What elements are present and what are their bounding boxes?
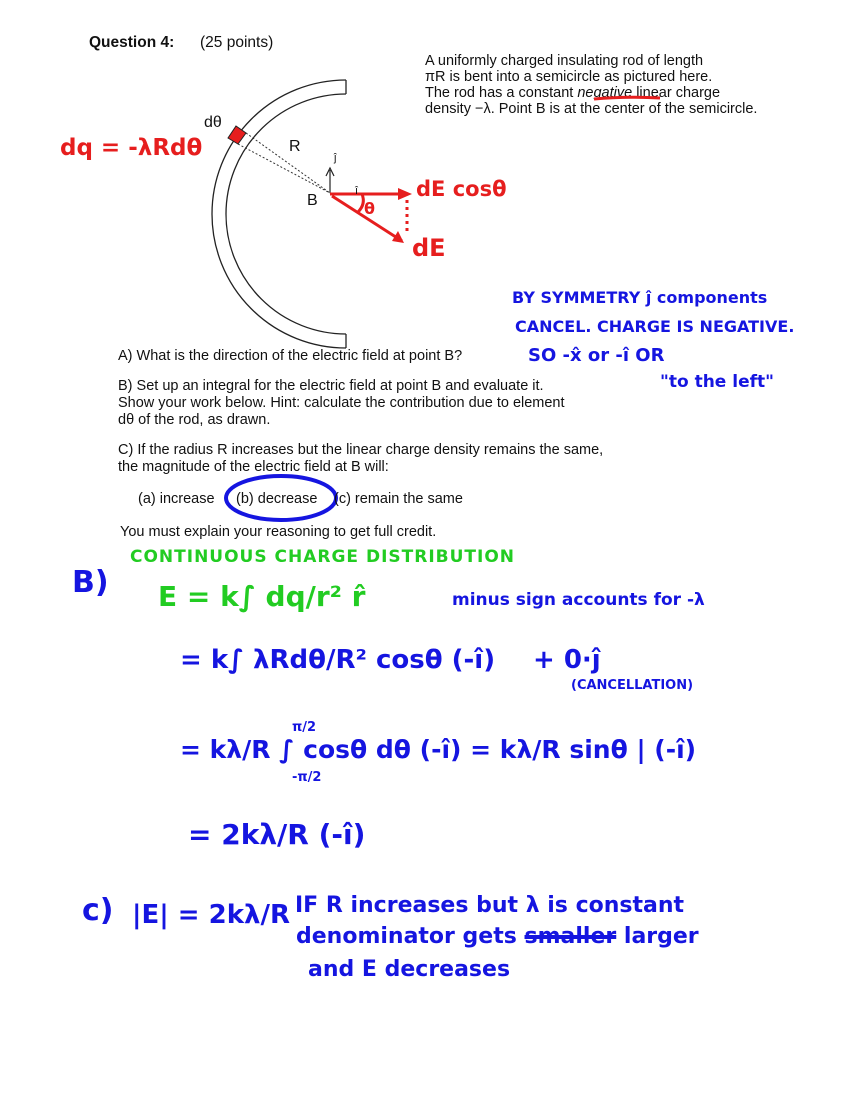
integral-upper-limit: π/2 <box>292 720 317 735</box>
option-a: (a) increase <box>138 491 215 507</box>
problem-line-2: πR is bent into a semicircle as pictured here. <box>425 69 713 85</box>
option-b: (b) decrease <box>236 491 318 507</box>
struck-word: smaller <box>524 924 617 949</box>
zero-j-term: + 0·ĵ <box>533 645 601 675</box>
e-integral: E = k∫ dq/r² r̂ <box>158 580 366 613</box>
dq-annotation: dq = -λRdθ <box>60 135 203 161</box>
symmetry-note-3: SO -x̂ or -î OR <box>528 345 665 366</box>
reason-line-2: denominator gets smaller larger <box>296 924 699 949</box>
part-a-question: A) What is the direction of the electric field at point B? <box>118 348 463 364</box>
negative-word: negative <box>577 85 633 101</box>
question-points: (25 points) <box>200 34 274 51</box>
minus-sign-note: minus sign accounts for -λ <box>452 590 705 610</box>
rod-inner-arc <box>226 94 346 334</box>
problem-line-4: density −λ. Point B is at the center of the semicircle. <box>425 101 758 117</box>
part-b-line-3: dθ of the rod, as drawn. <box>118 412 271 428</box>
cancellation-note: (CANCELLATION) <box>571 678 694 693</box>
continuous-note: CONTINUOUS CHARGE DISTRIBUTION <box>130 547 516 567</box>
part-c-label: c) <box>82 893 114 928</box>
symmetry-note-1: BY SYMMETRY ĵ components <box>512 288 768 307</box>
part-c-line-1: C) If the radius R increases but the linear charge density remains the same, <box>118 442 604 458</box>
problem-line-3: The rod has a constant negative linear charge <box>425 85 721 101</box>
i-hat-label: î <box>355 185 359 197</box>
integral-line-3: = kλ/R ∫ cosθ dθ (-î) = kλ/R sinθ | (-î) <box>180 735 697 764</box>
symmetry-note-4: "to the left" <box>660 372 774 392</box>
decos-annotation: dE cosθ <box>416 177 507 201</box>
negative-underline <box>594 97 660 99</box>
question-title: Question 4: <box>89 34 175 51</box>
part-b-line-2: Show your work below. Hint: calculate the contribution due to element <box>118 395 565 411</box>
integral-lower-limit: -π/2 <box>292 770 322 785</box>
reason-line-3: and E decreases <box>308 957 511 982</box>
point-b-label: B <box>307 192 318 209</box>
rod-outer-arc <box>212 80 346 348</box>
theta-annotation: θ <box>364 199 375 218</box>
j-hat-label: ĵ <box>334 152 337 164</box>
problem-line-1: A uniformly charged insulating rod of length <box>425 53 704 69</box>
de-annotation: dE <box>412 234 446 262</box>
radius-line-1 <box>246 133 330 193</box>
radius-line-2 <box>238 144 330 193</box>
option-c: (c) remain the same <box>334 491 463 507</box>
reason-line-1: IF R increases but λ is constant <box>295 893 685 918</box>
credit-note: You must explain your reasoning to get full credit. <box>120 524 437 540</box>
magnitude-equation: |E| = 2kλ/R <box>132 900 290 930</box>
part-b-line-1: B) Set up an integral for the electric field at point B and evaluate it. <box>118 378 544 394</box>
integral-result: = 2kλ/R (-î) <box>188 818 366 851</box>
integral-line-2: = k∫ λRdθ/R² cosθ (-î) <box>180 645 496 675</box>
radius-label: R <box>289 138 301 155</box>
part-c-line-2: the magnitude of the electric field at B will: <box>118 459 389 475</box>
symmetry-note-2: CANCEL. CHARGE IS NEGATIVE. <box>515 317 795 336</box>
dtheta-label: dθ <box>204 114 222 131</box>
part-b-label: B) <box>72 565 109 600</box>
theta-arc <box>358 194 363 212</box>
